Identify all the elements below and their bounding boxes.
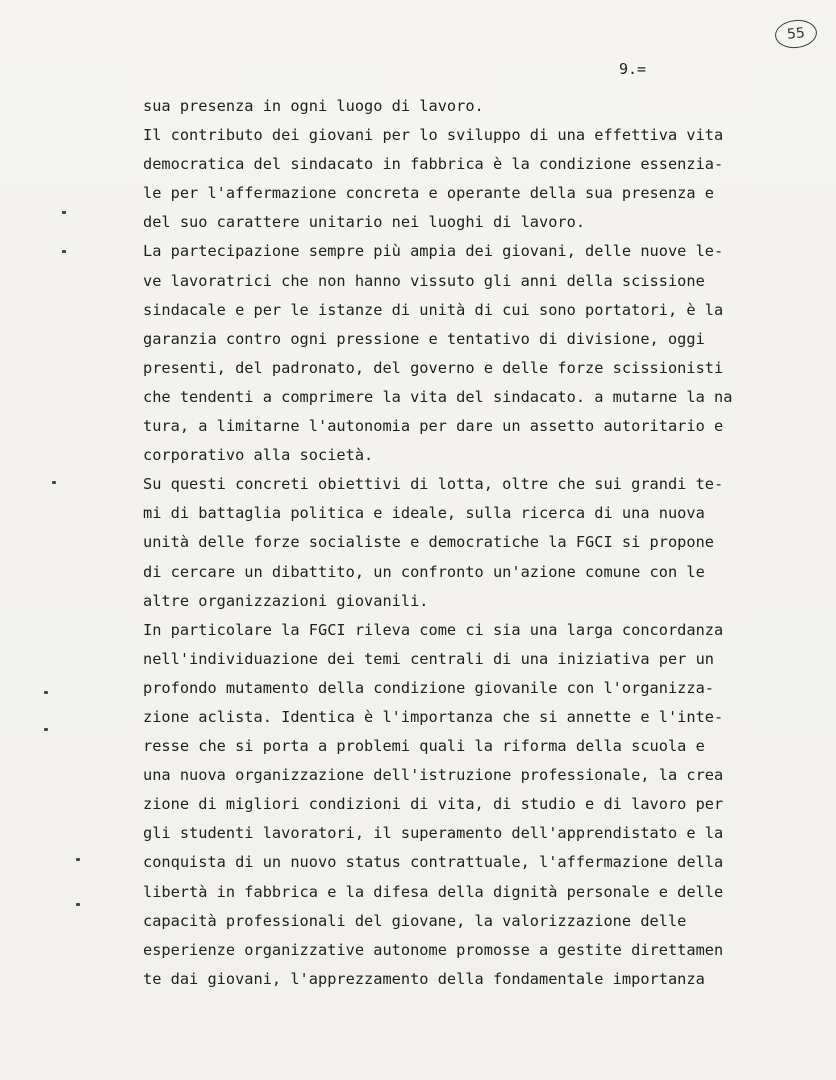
text-line: unità delle forze socialiste e democratiche la FGCI si propone [143,533,714,552]
text-line: La partecipazione sempre più ampia dei giovani, delle nuove le- [143,242,724,261]
text-line: che tendenti a comprimere la vita del sindacato. a mutarne la na [143,387,733,406]
text-line: tura, a limitarne l'autonomia per dare un assetto autoritario e [143,417,724,436]
text-line: sua presenza in ogni luogo di lavoro. [143,97,484,115]
text-line: resse che si porta a problemi quali la riforma della scuola e [143,737,705,756]
text-line: Il contributo dei giovani per lo sviluppo di una effettiva vita [143,126,724,145]
margin-mark [62,250,66,253]
text-line: zione aclista. Identica è l'importanza che si annette e l'inte- [143,707,724,726]
margin-mark [76,858,80,861]
text-line: democratica del sindacato in fabbrica è la condizione essenzia- [143,155,724,174]
handwritten-page-stamp: 55 [774,18,819,50]
text-line: gli studenti lavoratori, il superamento dell'apprendistato e la [143,824,724,843]
margin-mark [62,211,66,214]
body-text [143,92,768,994]
margin-mark [44,728,48,731]
text-line: mi di battaglia politica e ideale, sulla ricerca di una nuova [143,504,705,523]
text-line: libertà in fabbrica e la difesa della dignità personale e delle [143,882,724,901]
text-line: In particolare la FGCI rileva come ci sia una larga concordanza [143,620,724,639]
text-line: capacità professionali del giovane, la valorizzazione delle [143,911,687,930]
text-line: altre organizzazioni giovanili. [143,591,429,610]
text-line: presenti, del padronato, del governo e delle forze scissionisti [143,358,724,377]
margin-mark [44,691,48,694]
text-line: zione di migliori condizioni di vita, di studio e di lavoro per [143,795,724,814]
text-line: una nuova organizzazione dell'istruzione professionale, la crea [143,766,724,785]
text-line: le per l'affermazione concreta e operante della sua presenza e [143,184,714,203]
text-line: sindacale e per le istanze di unità di cui sono portatori, è la [143,300,724,319]
margin-mark [76,903,80,906]
margin-mark [52,481,56,484]
text-line: te dai giovani, l'apprezzamento della fondamentale importanza [143,969,705,988]
text-line: del suo carattere unitario nei luoghi di lavoro. [143,213,586,232]
text-line: garanzia contro ogni pressione e tentativo di divisione, oggi [143,329,705,348]
text-line: nell'individuazione dei temi centrali di una iniziativa per un [143,649,714,668]
text-line: corporativo alla società. [143,446,374,465]
text-line: di cercare un dibattito, un confronto un'azione comune con le [143,562,705,581]
text-line: profondo mutamento della condizione giovanile con l'organizza- [143,678,714,697]
page-number: 9.= [619,60,647,78]
text-line: Su questi concreti obiettivi di lotta, oltre che sui grandi te- [143,475,724,494]
text-line: conquista di un nuovo status contrattuale, l'affermazione della [143,853,724,872]
text-line: esperienze organizzative autonome promosse a gestite direttamen [143,940,724,959]
text-line: ve lavoratrici che non hanno vissuto gli anni della scissione [143,271,705,290]
